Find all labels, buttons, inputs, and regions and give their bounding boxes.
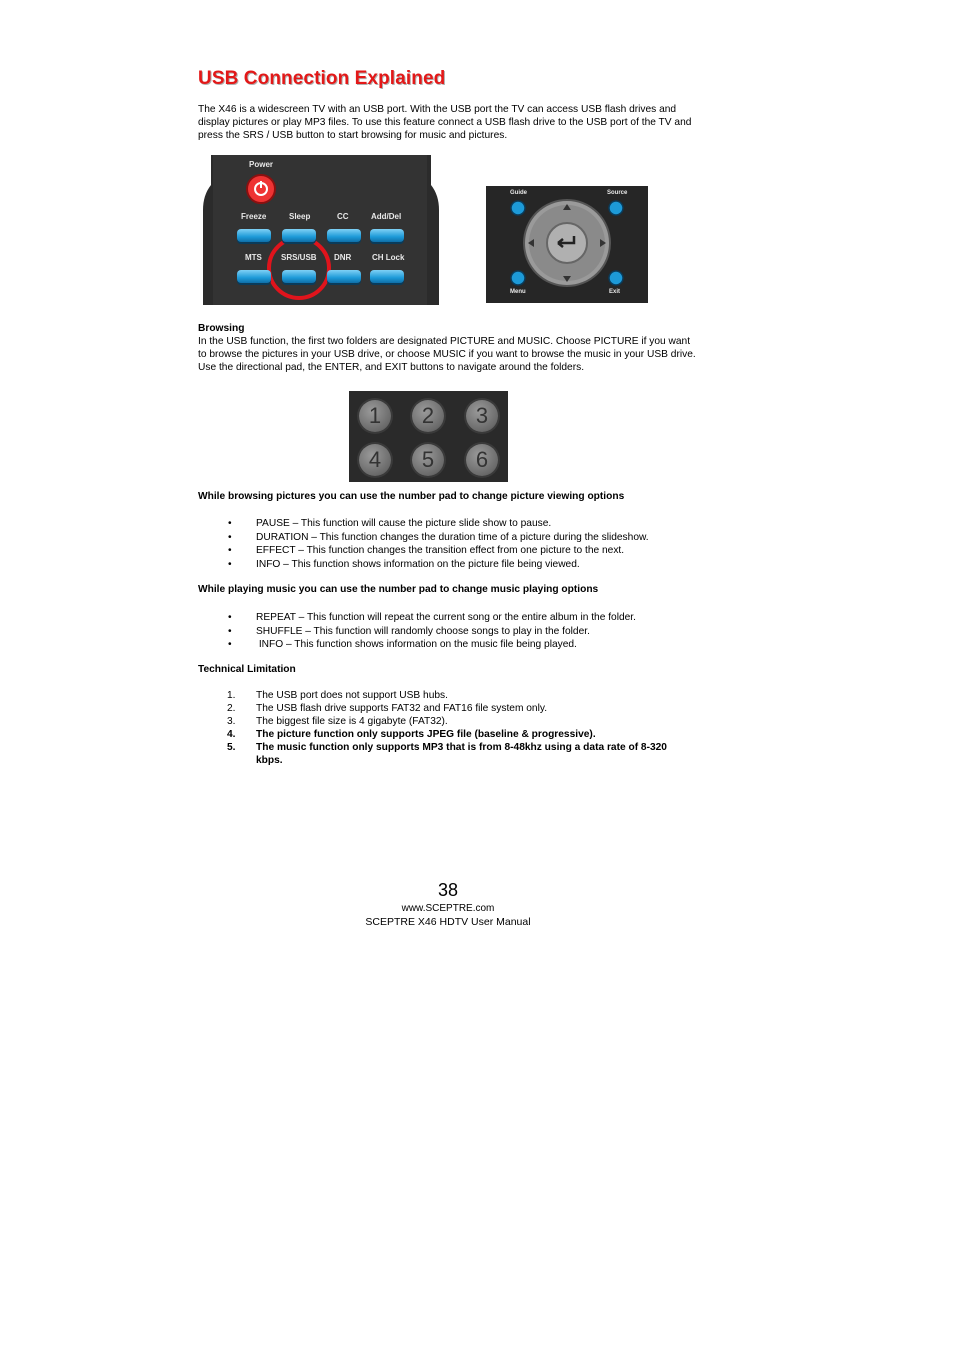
page-title: USB Connection Explained xyxy=(198,68,446,89)
source-label: Source xyxy=(607,190,628,196)
list-item xyxy=(198,690,698,703)
list-item-text: SHUFFLE – This function will randomly choose songs to play in the folder. xyxy=(256,625,590,637)
list-item-text: The biggest file size is 4 gigabyte (FAT32). xyxy=(256,715,448,727)
list-number: 2. xyxy=(227,702,236,714)
browsing-heading: Browsing xyxy=(198,323,245,334)
list-item: • INFO – This function shows information on the music file being played. xyxy=(228,639,577,651)
list-item-text: INFO – This function shows information on the picture file being viewed. xyxy=(256,558,580,570)
pictures-heading: While browsing pictures you can use the number pad to change picture viewing options xyxy=(198,491,625,502)
cc-label: CC xyxy=(337,212,349,221)
number-button-2: 2 xyxy=(412,400,444,432)
dnr-label: DNR xyxy=(334,253,352,262)
sleep-button xyxy=(282,229,316,242)
intro-paragraph: The X46 is a widescreen TV with an USB port. With the USB port the TV can access USB flash drives and display pictures or play MP3 files. To use this feature connect a USB flash drive to the USB port of the TV and press the SRS / USB button to start browsing for music and pictures. xyxy=(198,104,692,141)
list-item: • EFFECT – This function changes the transition effect from one picture to the next. xyxy=(228,545,625,557)
list-item-text: DURATION – This function changes the duration time of a picture during the slideshow. xyxy=(256,531,649,543)
list-item xyxy=(198,729,698,742)
number-button-5: 5 xyxy=(412,444,444,476)
menu-label: Menu xyxy=(510,289,526,295)
list-item: • PAUSE – This function will cause the picture slide show to pause. xyxy=(228,518,552,529)
freeze-label: Freeze xyxy=(241,212,267,221)
list-item-text: REPEAT – This function will repeat the current song or the entire album in the folder. xyxy=(256,612,636,623)
ch-lock-button xyxy=(370,270,404,283)
list-number: 3. xyxy=(227,715,236,727)
exit-label: Exit xyxy=(609,289,621,295)
list-item xyxy=(198,703,698,716)
list-item-text: The USB flash drive supports FAT32 and FAT16 file system only. xyxy=(256,702,548,714)
list-item-text: EFFECT – This function changes the transition effect from one picture to the next. xyxy=(256,545,625,557)
list-number: 4. xyxy=(227,728,236,740)
list-item-text: PAUSE – This function will cause the picture slide show to pause. xyxy=(256,518,552,529)
numpad-image xyxy=(349,391,508,482)
mts-button xyxy=(237,270,271,283)
dnr-button xyxy=(327,270,361,283)
list-item xyxy=(198,716,698,729)
footer-manual-title: SCEPTRE X46 HDTV User Manual xyxy=(365,916,531,928)
add-del-label: Add/Del xyxy=(371,212,402,221)
pictures-options-list xyxy=(198,517,698,571)
cc-button xyxy=(327,229,361,242)
music-options-list xyxy=(198,611,698,652)
footer-website: www.SCEPTRE.com xyxy=(401,903,495,914)
list-item-text: The music function only supports MP3 that is from 8-48khz using a data rate of 8-320 kbps. xyxy=(256,741,667,766)
power-label: Power xyxy=(249,160,274,169)
page-number: 38 xyxy=(437,880,459,900)
browsing-paragraph: In the USB function, the first two folders are designated PICTURE and MUSIC. Choose PICTURE if you want to browse the pictures in your USB drive, or choose MUSIC if you want to browse the music in your USB drive. Use the directional pad, the ENTER, and EXIT buttons to navigate around the folders. xyxy=(198,336,696,373)
sleep-label: Sleep xyxy=(289,212,311,221)
number-button-3: 3 xyxy=(466,400,498,432)
number-button-1: 1 xyxy=(359,400,391,432)
list-number: 1. xyxy=(227,690,236,701)
technical-heading: Technical Limitation xyxy=(198,664,296,675)
technical-limitations-list xyxy=(198,690,698,767)
list-item-text: The USB port does not support USB hubs. xyxy=(256,690,448,701)
ch-lock-label: CH Lock xyxy=(372,253,405,262)
list-item: • INFO – This function shows information on the picture file being viewed. xyxy=(228,558,580,570)
guide-label: Guide xyxy=(510,190,528,196)
music-heading: While playing music you can use the number pad to change music playing options xyxy=(198,584,599,595)
remote-buttons-image xyxy=(203,155,440,305)
number-button-4: 4 xyxy=(359,444,391,476)
mts-label: MTS xyxy=(245,253,262,262)
dpad-image xyxy=(486,186,648,303)
dpad-shape xyxy=(486,186,648,303)
list-item: • REPEAT – This function will repeat the current song or the entire album in the folder. xyxy=(228,612,636,623)
add-del-button xyxy=(370,229,404,242)
number-button-6: 6 xyxy=(466,444,498,476)
srs-usb-button xyxy=(282,270,316,283)
list-item xyxy=(198,742,698,768)
list-item-text: The picture function only supports JPEG file (baseline & progressive). xyxy=(256,728,596,740)
srs-usb-label: SRS/USB xyxy=(281,253,317,262)
list-item: • SHUFFLE – This function will randomly choose songs to play in the folder. xyxy=(228,625,590,637)
freeze-button xyxy=(237,229,271,242)
list-item: • DURATION – This function changes the duration time of a picture during the slideshow. xyxy=(228,531,649,543)
list-number: 5. xyxy=(227,741,236,753)
list-item-text: INFO – This function shows information on the music file being played. xyxy=(256,639,577,651)
